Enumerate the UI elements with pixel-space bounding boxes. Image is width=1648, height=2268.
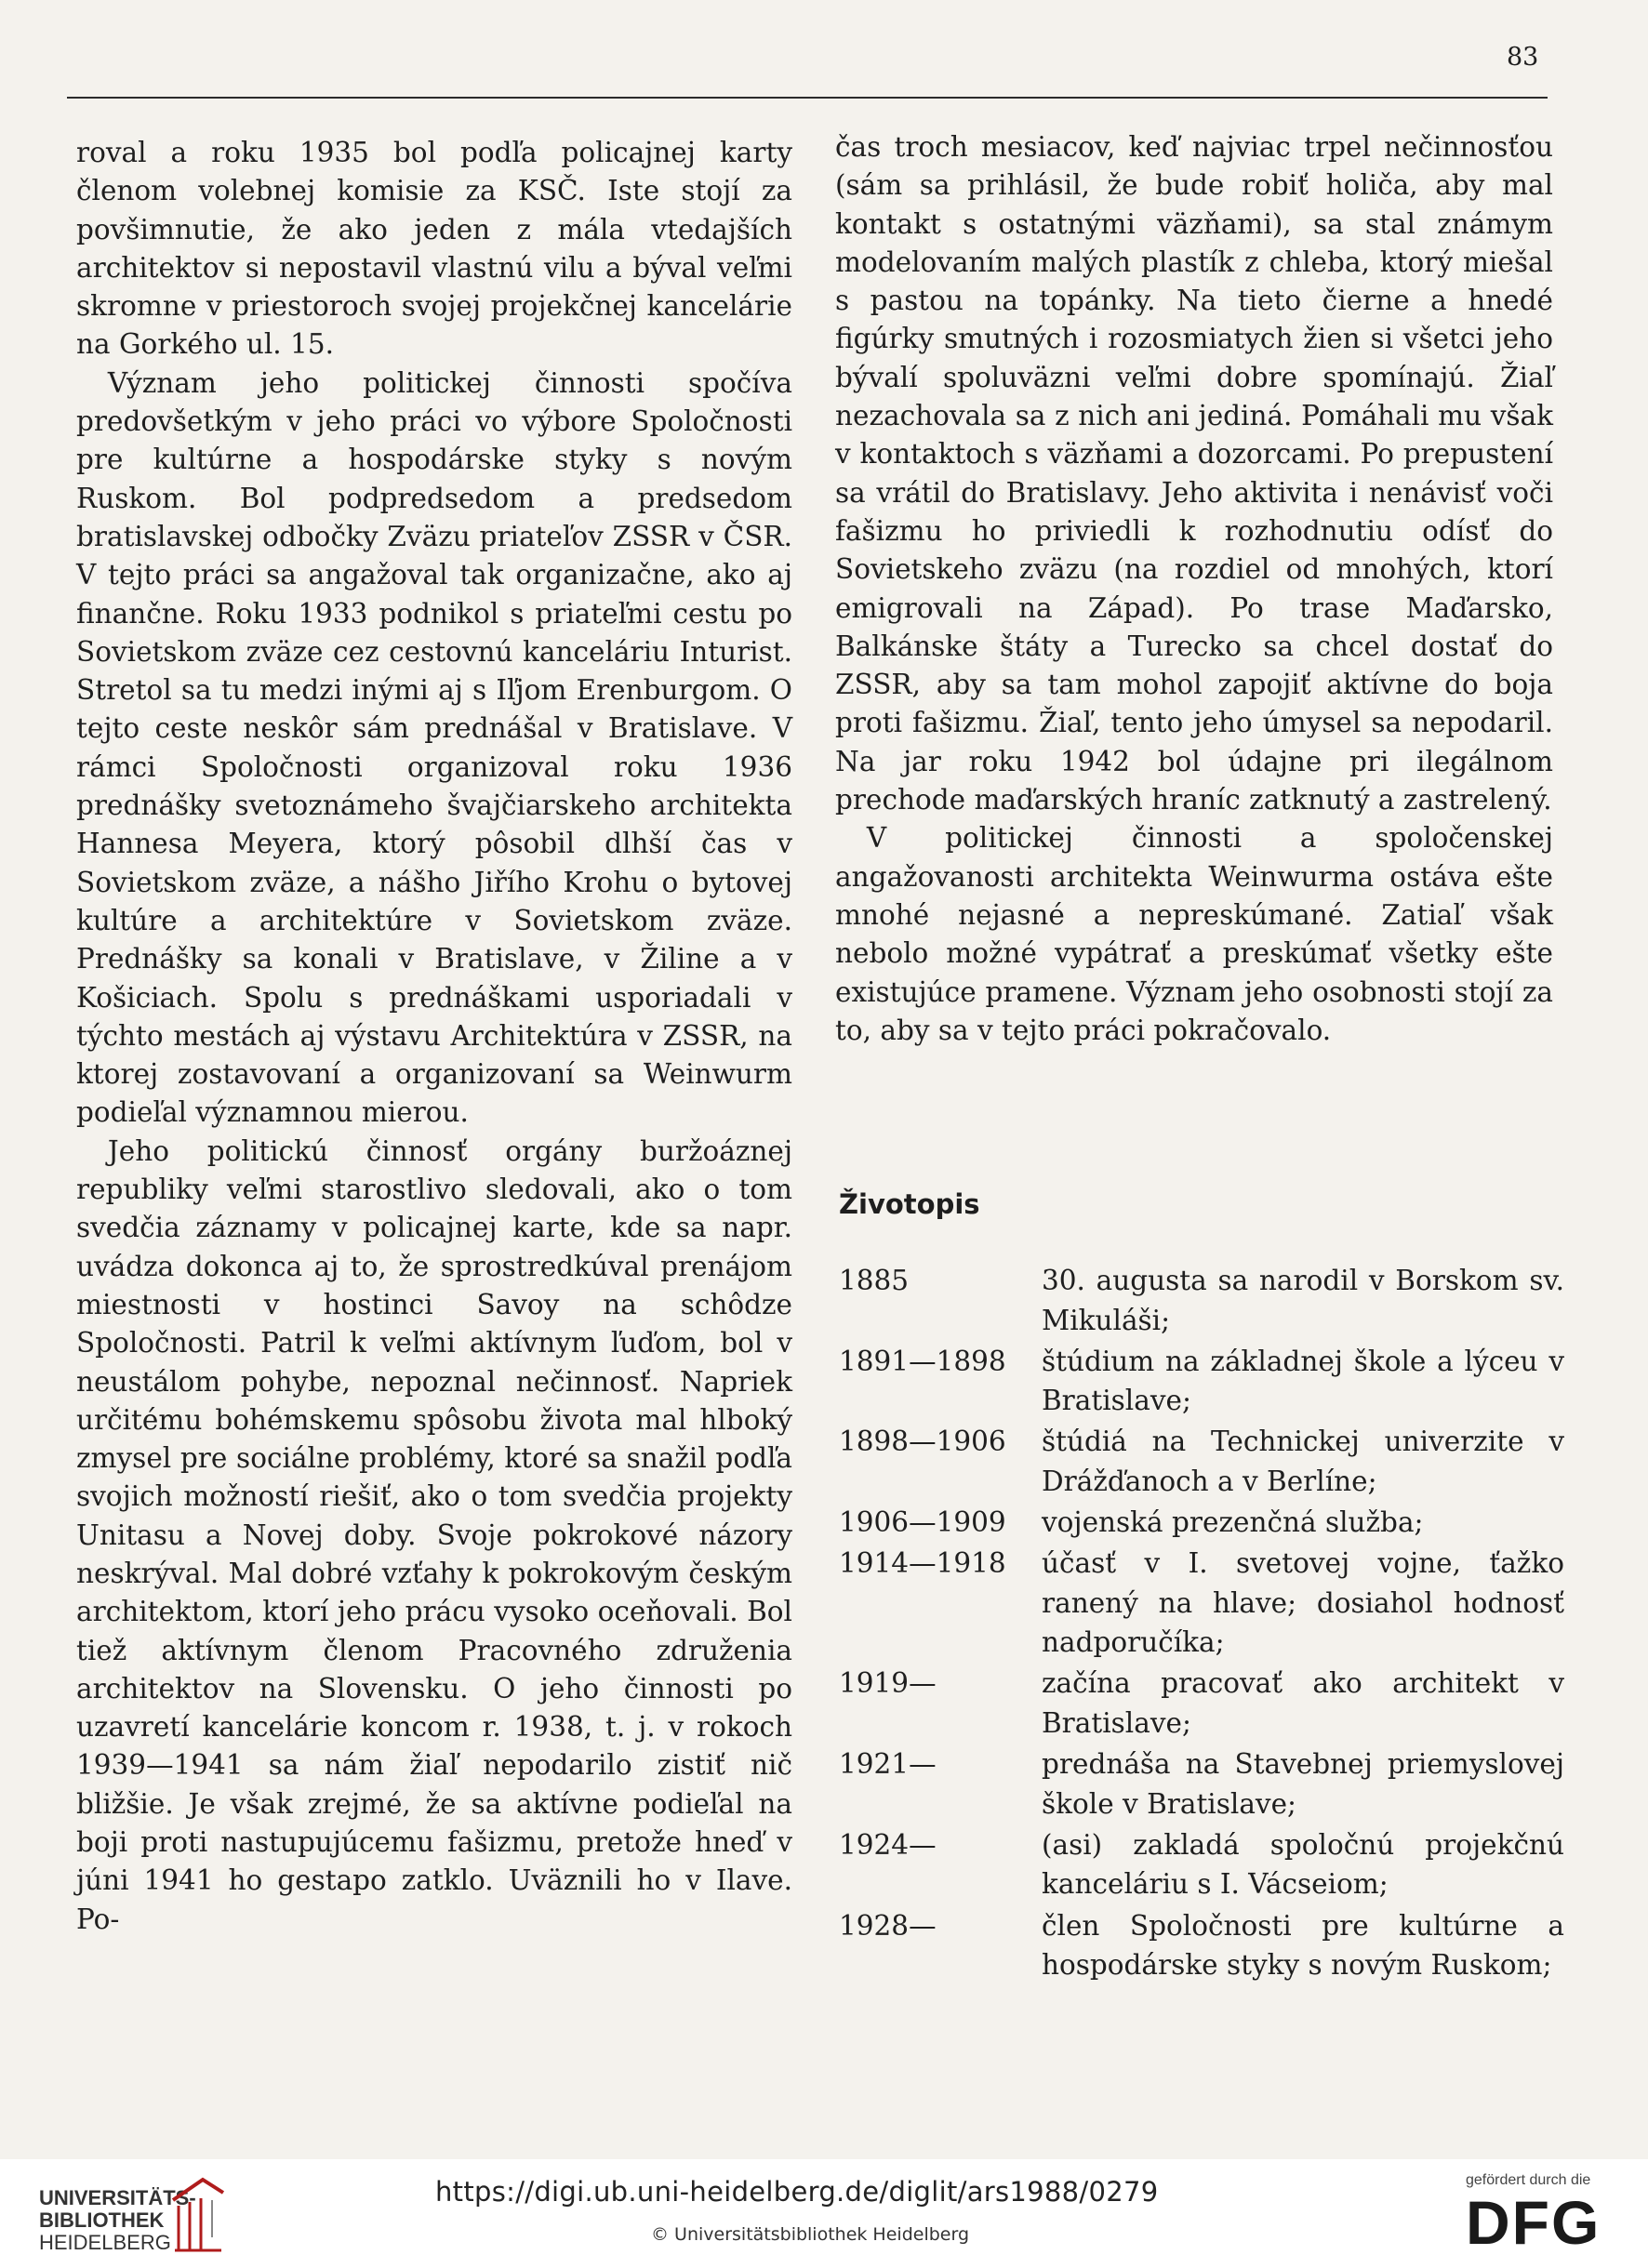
biography-entry xyxy=(839,1342,1564,1421)
biography-entry xyxy=(839,1422,1564,1501)
biography-text: vojenská prezenčná služba; xyxy=(1042,1506,1424,1539)
biography-text: prednáša na Stavebnej priemyslovej škole v Bratislave; xyxy=(1042,1748,1564,1820)
library-logo-line: UNIVERSITÄTS- xyxy=(39,2186,196,2209)
section-heading-biography: Životopis xyxy=(839,1188,980,1220)
copyright-notice: © Universitätsbibliothek Heidelberg xyxy=(651,2224,970,2245)
biography-year: 1898—1906 xyxy=(839,1426,1006,1458)
right-column xyxy=(835,128,1553,1050)
biography-year: 1924— xyxy=(839,1828,937,1861)
biography-year: 1914—1918 xyxy=(839,1547,1006,1580)
biography-text: (asi) zakladá spoločnú projekčnú kanceláriu s I. Vácseiom; xyxy=(1042,1828,1564,1901)
library-logo-line: HEIDELBERG xyxy=(39,2231,171,2254)
biography-entry xyxy=(839,1503,1564,1543)
footer-bar xyxy=(0,2159,1648,2268)
header-rule xyxy=(67,97,1548,99)
biography-year: 1921— xyxy=(839,1748,937,1781)
dfg-logo[interactable]: DFG xyxy=(1466,2188,1601,2257)
biography-text: začína pracovať ako architekt v Bratislave; xyxy=(1042,1667,1564,1740)
biography-year: 1891—1898 xyxy=(839,1345,1006,1377)
paragraph: V politickej činnosti a spoločenskej angažovanosti architekta Weinwurma ostáva ešte mnohé nejasné a nepreskúmané. Zatiaľ však nebolo možné vypátrať a preskúmať všetky ešte existujúce pramene. Význam jeho osobnosti stojí za to, aby sa v tejto práci pokračovalo. xyxy=(835,822,1553,1046)
page-number: 83 xyxy=(1507,43,1539,72)
paragraph: Jeho politickú činnosť orgány buržoáznej republiky veľmi starostlivo sledovali, ako o tom svedčia záznamy v policajnej karte, kde sa napr. uvádza dokonca aj to, že sprostredkúval prenájom miestnosti v hostinci Savoy na schôdze Spoločnosti. Patril k veľmi aktívnym ľuďom, bol v neustálom pohybe, nepoznal nečinnosť. Napriek určitému bohémskemu spôsobu života mal hlboký zmysel pre sociálne problémy, ktoré sa snažil podľa svojich možností riešiť, ako o tom svedčia projekty Unitasu a Novej doby. Svoje pokrokové názory neskrýval. Mal dobré vzťahy k pokrokovým českým architektom, ktorí jeho prácu vysoko oceňovali. Bol tiež aktívnym členom Pracovného združenia architektov na Slovensku. O jeho činnosti po uzavretí kancelárie koncom r. 1938, t. j. v rokoch 1939—1941 sa nám žiaľ nepodarilo zistiť nič bližšie. Je však zrejmé, že sa aktívne podieľal na boji proti nastupujúcemu fašizmu, pretože hneď v júni 1941 ho gestapo zatklo. Uväznili ho v Ilave. Po- xyxy=(76,1134,792,1935)
paragraph: roval a roku 1935 bol podľa policajnej karty členom volebnej komisie za KSČ. Iste stojí za povšimnutie, že ako jeden z mála vtedajších architektov si nepostavil vlastnú vilu a býval veľmi skromne v priestoroch svojej projekčnej kancelárie na Gorkého ul. 15. xyxy=(76,137,792,361)
biography-year: 1928— xyxy=(839,1909,937,1942)
biography-text: účasť v I. svetovej vojne, ťažko ranený na hlave; dosiahol hodnosť nadporučíka; xyxy=(1042,1547,1564,1659)
biography-entry xyxy=(839,1664,1564,1743)
biography-year: 1919— xyxy=(839,1667,937,1700)
digital-copy-link[interactable]: https://digi.ub.uni-heidelberg.de/diglit/ars1988/0279 xyxy=(435,2176,1159,2208)
biography-year: 1885 xyxy=(839,1265,910,1296)
biography-text: štúdium na základnej škole a lýceu v Bratislave; xyxy=(1042,1345,1564,1417)
biography-text: štúdiá na Technickej univerzite v Drážďanoch a v Berlíne; xyxy=(1042,1426,1564,1497)
library-logo-line: BIBLIOTHEK xyxy=(39,2208,165,2232)
library-emblem-icon xyxy=(166,2172,231,2256)
biography-text: 30. augusta sa narodil v Borskom sv. Mikuláši; xyxy=(1042,1265,1564,1336)
biography-entry xyxy=(839,1744,1564,1824)
biography-entry xyxy=(839,1261,1564,1340)
biography-list xyxy=(839,1261,1564,1985)
biography-entry xyxy=(839,1825,1564,1904)
funding-caption: gefördert durch die xyxy=(1466,2172,1591,2188)
paragraph: Význam jeho politickej činnosti spočíva predovšetkým v jeho práci vo výbore Spoločnosti pre kultúrne a hospodárske styky s novým Ruskom. Bol podpredsedom a predsedom bratislavskej odbočky Zväzu priateľov ZSSR v ČSR. V tejto práci sa angažoval tak organizačne, ako aj finančne. Roku 1933 podnikol s priateľmi cestu po Sovietskom zväze cez cestovnú kanceláriu Inturist. Stretol sa tu medzi inými aj s Iľjom Erenburgom. O tejto ceste neskôr sám prednášal v Bratislave. V rámci Spoločnosti organizoval roku 1936 prednášky svetoznámeho švajčiarskeho architekta Hannesa Meyera, ktorý pôsobil dlhší čas v Sovietskom zväze, a nášho Jiřího Krohu o bytovej kultúre a architektúre v Sovietskom zväze. Prednášky sa konali v Bratislave, v Žiline a v Košiciach. Spolu s prednáškami usporiadali v týchto mestách aj výstavu Architektúra v ZSSR, na ktorej zostavovaní a organizovaní sa Weinwurm podieľal významnou mierou. xyxy=(76,366,792,1129)
biography-text: člen Spoločnosti pre kultúrne a hospodárske styky s novým Ruskom; xyxy=(1042,1909,1564,1982)
biography-year: 1906—1909 xyxy=(839,1506,1006,1539)
paragraph: čas troch mesiacov, keď najviac trpel nečinnosťou (sám sa prihlásil, že bude robiť holiča, aby mal kontakt s ostatnými väzňami), sa stal známym modelovaním malých plastík z chleba, ktorý miešal s pastou na topánky. Na tieto čierne a hnedé figúrky smutných i rozosmiatych žien si všetci jeho bývalí spoluväzni veľmi dobre spomínajú. Žiaľ nezachovala sa z nich ani jediná. Pomáhali mu však v kontaktoch s väzňami a dozorcami. Po prepustení sa vrátil do Bratislavy. Jeho aktivita i nenávisť voči fašizmu ho priviedli k rozhodnutiu odísť do Sovietskeho zväzu (na rozdiel od mnohých, ktorí emigrovali na Západ). Po trase Maďarsko, Balkánske štáty a Turecko sa chcel dostať do ZSSR, aby sa tam mohol zapojiť aktívne do boja proti fašizmu. Žiaľ, tento jeho úmysel sa nepodaril. Na jar roku 1942 bol údajne pri ilegálnom prechode maďarských hraníc zatknutý a zastrelený. xyxy=(835,131,1553,816)
biography-entry xyxy=(839,1906,1564,1985)
left-column xyxy=(76,134,792,1939)
biography-entry xyxy=(839,1544,1564,1663)
